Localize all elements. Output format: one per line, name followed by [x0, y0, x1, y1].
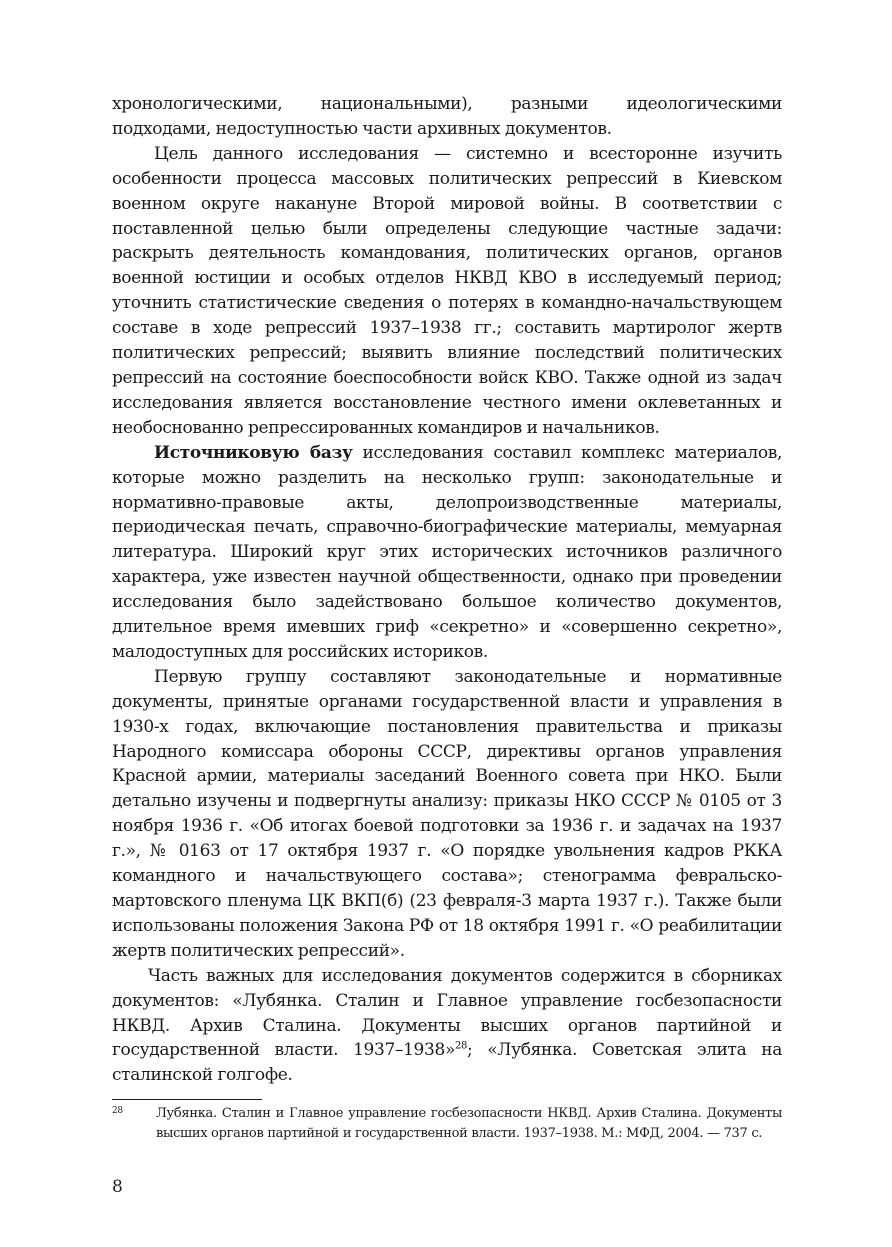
source-base-text: исследования составил комплекс материалов, которые можно разделить на несколько групп: законодательные и нормативно-правовые акты, делопроизводственные материалы, периодическая печать, справочно-биографические материалы, мемуарная литература. Широкий круг этих исторических источников различного характера, уже известен научной общественности, однако при проведении исследования было задействовано большое количество документов, длительное время имевших гриф «секретно» и «совершенно секретно», малодоступных для российских историков.: [112, 442, 783, 662]
source-base-term: Источниковую базу: [154, 442, 353, 463]
collections-text-end: ; «Лубянка. Советская элита на сталинской голгофе.: [112, 1040, 782, 1086]
page-number: 8: [112, 1177, 123, 1197]
footnote-number: 28: [112, 1106, 123, 1116]
paragraph-research-goal: Цель данного исследования — системно и всесторонне изучить особенности процесса массовых политических репрессий в Киевском военном округе накануне Второй мировой войны. В соответствии с поставленной целью были определены следующие частные задачи: раскрыть деятельность командования, политических органов, органов военной юстиции и особых отделов НКВД КВО в исследуемый период; уточнить статистические сведения о потерях в командно-начальствующем составе в ходе репрессий 1937–1938 гг.; составить мартиролог жертв политических репрессий; выявить влияние последствий политических репрессий на состояние боеспособности войск КВО. Также одной из задач исследования является восстановление честного имени оклеветанных и необоснованно репрессированных командиров и начальников.: [112, 143, 782, 438]
paragraph-first-group: Первую группу составляют законодательные и нормативные документы, принятые органами государственной власти и управления в 1930-х годах, включающие постановления правительства и приказы Народного комиссара обороны СССР, директивы органов управления Красной армии, материалы заседаний Военного совета при НКО. Были детально изучены и подвергнуты анализу: приказы НКО СССР № 0105 от 3 ноября 1936 г. «Об итогах боевой подготовки за 1936 г. и задачах на 1937 г.», № 0163 от 17 октября 1937 г. «О порядке увольнения кадров РККА командного и начальствующего состава»; стенограмма февральско-мартовского пленума ЦК ВКП(б) (23 февраля-3 марта 1937 г.). Также были использованы положения Закона РФ от 18 октября 1991 г. «О реабилитации жертв политических репрессий».: [112, 666, 782, 961]
paragraph-continuation: хронологическими, национальными), разными идеологическими подходами, недоступностью части архивных документов.: [112, 94, 782, 139]
paragraph-collections: [112, 964, 782, 1089]
collections-text-start: Часть важных для исследования документов содержится в сборниках документов: «Лубянка. Сталин и Главное управление госбезопасности НКВД. Архив Сталина. Документы высших органов партийной и государственной власти. 1937–1938»: [112, 965, 782, 1061]
paragraph-source-base: [112, 441, 782, 665]
footnote-reference: 28: [455, 1040, 468, 1052]
body-text: [112, 92, 782, 1088]
footnote-separator: [112, 1099, 262, 1100]
footnote: [112, 1104, 782, 1144]
footnote-text: Лубянка. Сталин и Главное управление госбезопасности НКВД. Архив Сталина. Документы высших органов партийной и государственной власти. 1937–1938. М.: МФД, 2004. — 737 с.: [156, 1106, 782, 1141]
